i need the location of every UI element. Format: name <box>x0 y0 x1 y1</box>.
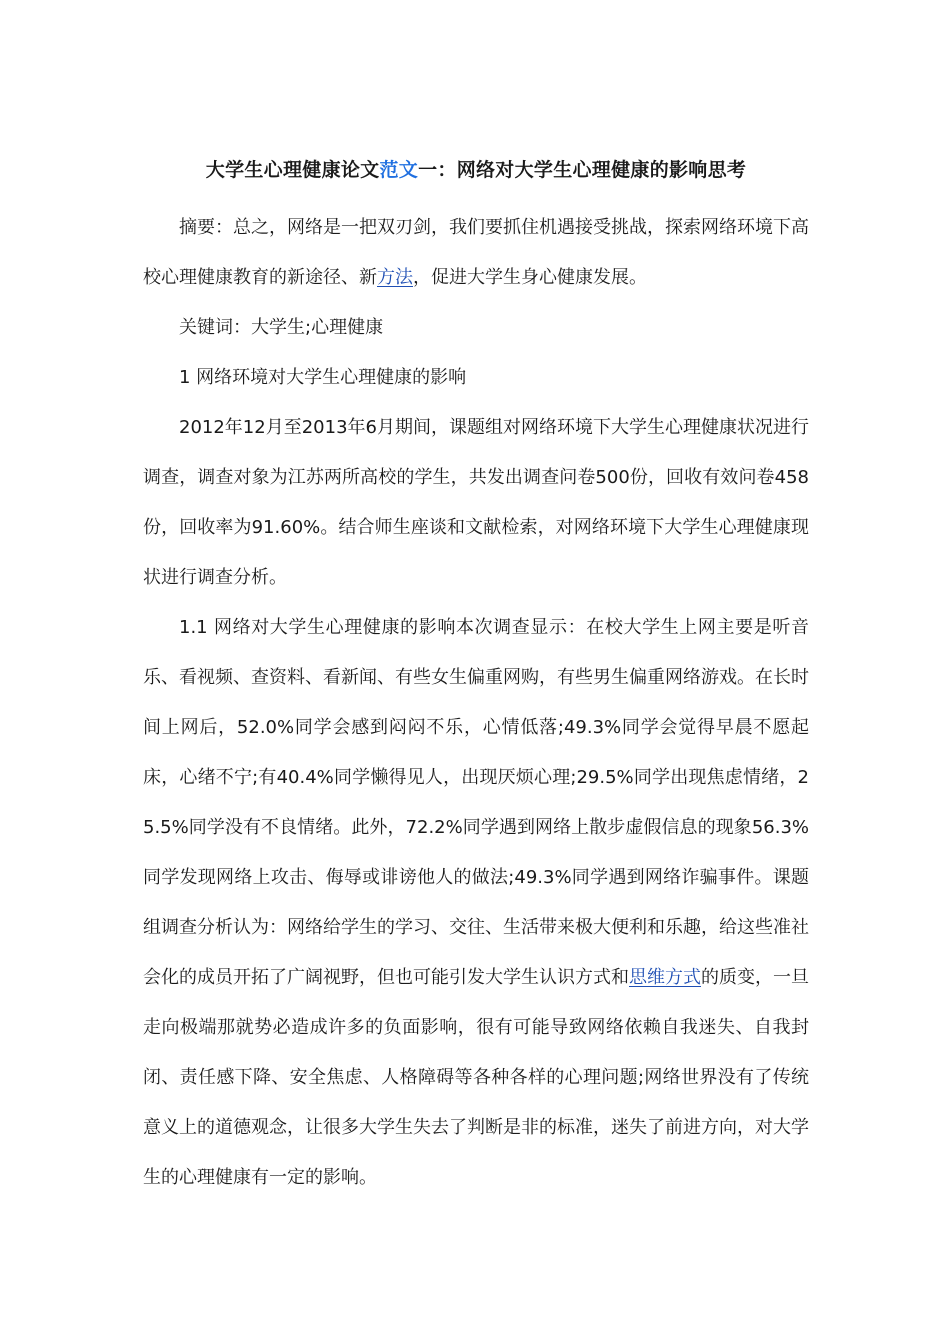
page-title <box>143 150 809 190</box>
document-body <box>143 150 809 1203</box>
title-link-fanwen[interactable]: 范文 <box>379 159 419 181</box>
abstract-text-before: 摘要：总之，网络是一把双刃剑，我们要抓住机遇接受挑战，探索网络环境下高校心理健康教育的新途径、新 <box>143 217 809 288</box>
findings-text-before: 1.1 网络对大学生心理健康的影响本次调查显示：在校大学生上网主要是听音乐、看视频、查资料、看新闻、有些女生偏重网购，有些男生偏重网络游戏。在长时间上网后，52.0%同学会感到闷闷不乐，心情低落;49.3%同学会觉得早晨不愿起床，心绪不宁;有40.4%同学懒得见人，出现厌烦心理;29.5%同学出现焦虑情绪，25.5%同学没有不良情绪。此外，72.2%同学遇到网络上散步虚假信息的现象56.3%同学发现网络上攻击、侮辱或诽谤他人的做法;49.3%同学遇到网络诈骗事件。课题组调查分析认为：网络给学生的学习、交往、生活带来极大便利和乐趣，给这些准社会化的成员开拓了广阔视野，但也可能引发大学生认识方式和 <box>143 617 809 988</box>
findings-link-thinking-style[interactable]: 思维方式 <box>629 967 701 988</box>
keywords-line: 关键词：大学生;心理健康 <box>179 317 384 338</box>
title-text-after: 一：网络对大学生心理健康的影响思考 <box>418 159 747 181</box>
findings-paragraph <box>143 603 809 1203</box>
section-heading: 1 网络环境对大学生心理健康的影响 <box>179 367 467 388</box>
abstract-text-after: ，促进大学生身心健康发展。 <box>413 267 647 288</box>
title-text-before: 大学生心理健康论文 <box>205 159 380 181</box>
survey-paragraph: 2012年12月至2013年6月期间，课题组对网络环境下大学生心理健康状况进行调查，调查对象为江苏两所高校的学生，共发出调查问卷500份，回收有效问卷458份，回收率为91.60%。结合师生座谈和文献检索，对网络环境下大学生心理健康现状进行调查分析。 <box>143 417 809 588</box>
abstract-link-method[interactable]: 方法 <box>377 267 413 288</box>
abstract-paragraph <box>143 203 809 303</box>
findings-text-after: 的质变，一旦走向极端那就势必造成许多的负面影响，很有可能导致网络依赖自我迷失、自我封闭、责任感下降、安全焦虑、人格障碍等各种各样的心理问题;网络世界没有了传统意义上的道德观念，让很多大学生失去了判断是非的标准，迷失了前进方向，对大学生的心理健康有一定的影响。 <box>143 967 809 1188</box>
